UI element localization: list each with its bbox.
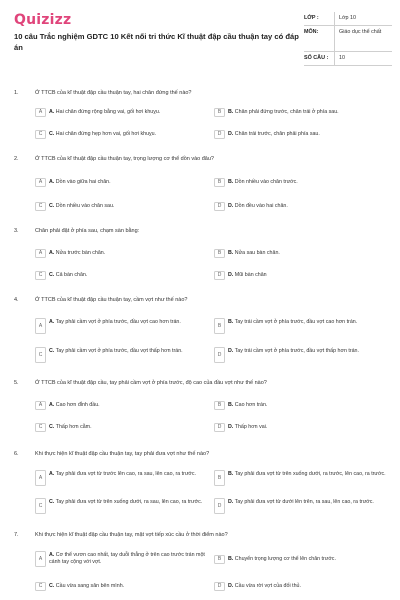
option-letter-badge: D: [214, 202, 225, 211]
option-letter-badge: D: [214, 130, 225, 139]
option-text: Tay phải đưa vợt từ trên xuống dưới, ra sau, lên cao, ra trước.: [55, 499, 203, 505]
option-letter-badge: B: [214, 108, 225, 117]
option-text: Cầu vừa rời vợt của đối thủ.: [234, 583, 301, 589]
option-letter-badge: B: [214, 470, 225, 486]
option-letter-badge: B: [214, 555, 225, 564]
question-number: 5.: [14, 380, 19, 386]
meta-table: [304, 12, 392, 66]
question-text: Ở TTCB của kĩ thuật đập cầu thuận tay, hai chân đứng thế nào?: [35, 90, 192, 96]
question-number: 6.: [14, 451, 19, 457]
option-letter-badge: D: [214, 347, 225, 363]
option-text: Chân phải đứng trước, chân trái ở phía sau.: [234, 109, 339, 115]
option-letter-badge: B: [214, 318, 225, 334]
option-letter-badge: A: [35, 318, 46, 334]
option-text: Dồn vào giữa hai chân.: [55, 179, 111, 185]
question-text: Khi thực hiện kĩ thuật đập cầu thuận tay, tay phải đưa vợt như thế nào?: [35, 451, 210, 457]
option-text: Hai chân đứng hẹp hơn vai, gối hơi khuỵu.: [55, 131, 157, 137]
option-text: Tay phải cầm vợt ở phía trước, đầu vợt thấp hơn trán.: [55, 348, 183, 354]
option-text: Tay phải đưa vợt từ trên xuống dưới, ra trước, lên cao, ra trước.: [234, 471, 386, 477]
option-text: Nửa trước bàn chân.: [55, 250, 106, 256]
subject-label: MÔN:: [304, 29, 319, 35]
question-number: 7.: [14, 532, 19, 538]
option-text: Chân trái trước, chân phải phía sau.: [234, 131, 320, 137]
option-letter-badge: B: [214, 178, 225, 187]
option-text: Mũi bàn chân: [234, 272, 267, 278]
option-text: Thấp hơn vai.: [234, 424, 268, 430]
option-letter-badge: A: [35, 470, 46, 486]
option-letter-badge: C: [35, 582, 46, 591]
option-text: Dồn nhiều vào chân sau.: [55, 203, 115, 209]
question-text: Chân phải đặt ở phía sau, chạm sàn bằng:: [35, 228, 140, 234]
option-letter-badge: C: [35, 347, 46, 363]
option-letter-badge: B: [214, 249, 225, 258]
option-text: Cơ thể vươn cao nhất, tay duỗi thẳng ở trên cao trước trán một cánh tay cộng với vợt.: [49, 552, 205, 566]
question-text: Ở TTCB của kĩ thuật đập cầu thuận tay, trọng lượng cơ thể dồn vào đâu?: [35, 156, 214, 162]
question-text: Khi thực hiện kĩ thuật đập cầu thuận tay, mặt vợt tiếp xúc cầu ở thời điểm nào?: [35, 532, 228, 538]
question-count-label: SỐ CÂU :: [304, 55, 329, 61]
option-text: Cả bàn chân.: [55, 272, 88, 278]
option-letter-badge: A: [35, 178, 46, 187]
option-text: Tay trái cầm vợt ở phía trước, đầu vợt cao hơn trán.: [234, 319, 358, 325]
option-text: Hai chân đứng rộng bằng vai, gối hơi khuỵu.: [55, 109, 161, 115]
option-letter-badge: A: [35, 249, 46, 258]
option-text: Thấp hơn cằm.: [55, 424, 92, 430]
meta-row-count: [304, 52, 392, 66]
option-text: Tay phải đưa vợt từ trước lên cao, ra sau, lên cao, ra trước.: [55, 471, 197, 477]
option-letter-badge: D: [214, 423, 225, 432]
option-text: Chuyển trọng lượng cơ thể lên chân trước.: [234, 556, 336, 562]
option-letter-badge: C: [35, 130, 46, 139]
option-text: Dồn đều vào hai chân.: [234, 203, 288, 209]
quizizz-logo: Quizizz: [14, 12, 72, 28]
class-value: Lớp 10: [334, 12, 392, 25]
option-text: Nửa sau bàn chân.: [234, 250, 280, 256]
option-text: Cầu vừa sang sân bên mình.: [55, 583, 125, 589]
option-letter-badge: C: [35, 423, 46, 432]
option-text: Cao hơn trán.: [234, 402, 268, 408]
class-label: LỚP :: [304, 15, 319, 21]
option-letter-badge: C: [35, 202, 46, 211]
option-text: Tay trái cầm vợt ở phía trước, đầu vợt thấp hơn trán.: [234, 348, 359, 354]
option-letter-badge: D: [214, 498, 225, 514]
question-text: Ở TTCB của kĩ thuật đập cầu thuận tay, cầm vợt như thế nào?: [35, 297, 188, 303]
worksheet-title: 10 câu Trắc nghiệm GDTC 10 Kết nối tri thức Kĩ thuật đập cầu thuận tay có đáp án: [14, 32, 299, 52]
subject-value: Giáo dục thể chất: [334, 26, 392, 51]
option-text: Tay phải đưa vợt từ dưới lên trên, ra sau, lên cao, ra trước.: [234, 499, 374, 505]
option-text: Tay phải cầm vợt ở phía trước, đầu vợt cao hơn trán.: [55, 319, 181, 325]
option-letter-badge: A: [35, 401, 46, 410]
option-letter-badge: C: [35, 498, 46, 514]
meta-row-subject: [304, 26, 392, 52]
question-count-value: 10: [334, 52, 392, 65]
meta-row-class: [304, 12, 392, 26]
option-text: Dồn nhiều vào chân trước.: [234, 179, 298, 185]
question-text: Ở TTCB của kĩ thuật đập cầu, tay phải cầm vợt ở phía trước, độ cao của đầu vợt như thế nào?: [35, 380, 267, 386]
option-letter-badge: D: [214, 582, 225, 591]
option-text: Cao hơn đỉnh đầu.: [55, 402, 100, 408]
option-letter-badge: D: [214, 271, 225, 280]
option-letter-badge: A: [35, 551, 46, 567]
question-number: 4.: [14, 297, 19, 303]
option-letter-badge: C: [35, 271, 46, 280]
question-number: 3.: [14, 228, 19, 234]
option-letter-badge: B: [214, 401, 225, 410]
question-number: 1.: [14, 90, 19, 96]
worksheet-header: [0, 0, 400, 78]
option-letter-badge: A: [35, 108, 46, 117]
question-number: 2.: [14, 156, 19, 162]
